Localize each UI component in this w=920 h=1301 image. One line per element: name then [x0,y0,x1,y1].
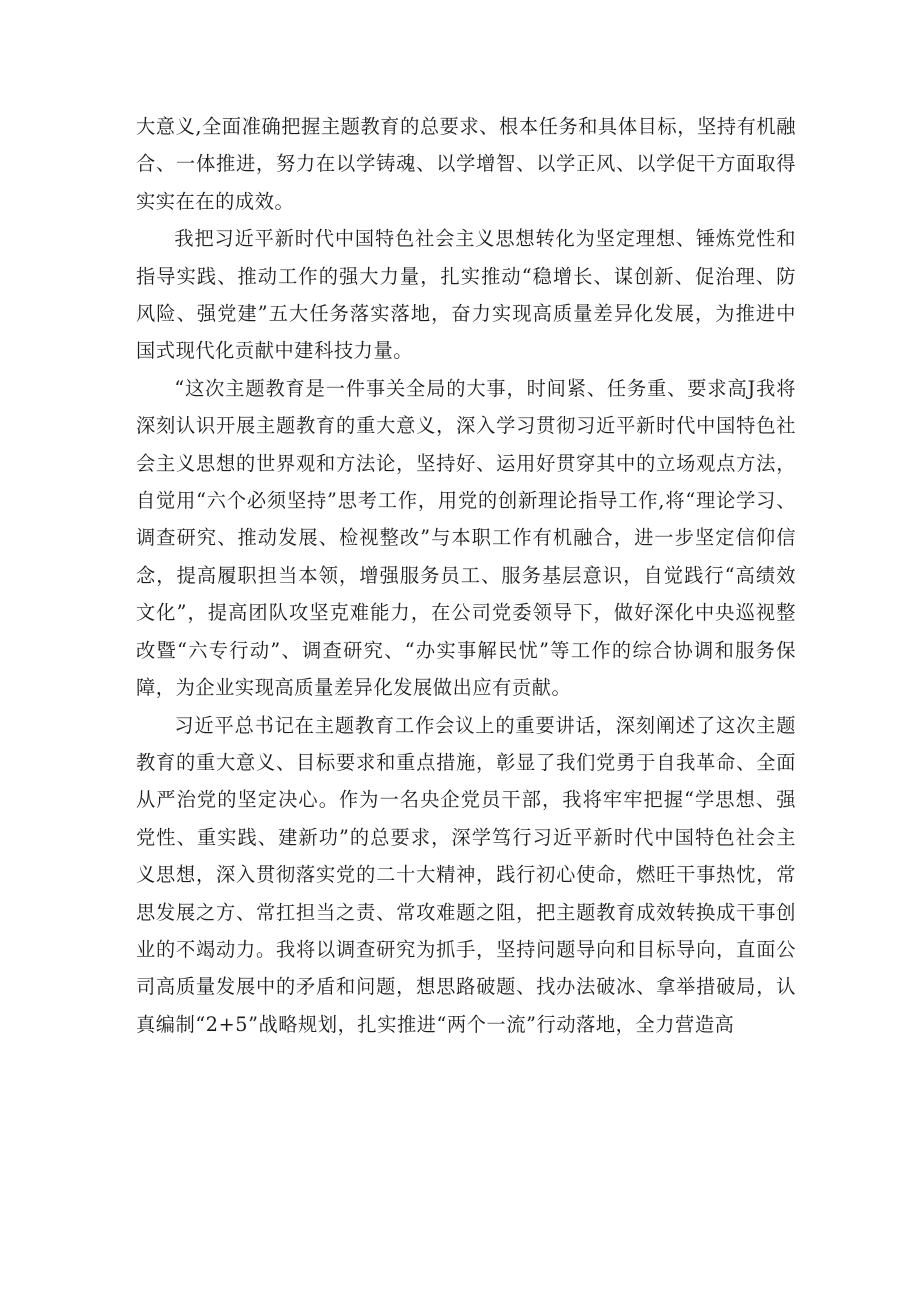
document-body [136,108,796,1043]
paragraph-3: “这次主题教育是一件事关全局的大事，时间紧、任务重、要求高J我将深刻认识开展主题教育的重大意义，深入学习贯彻习近平新时代中国特色社会主义思想的世界观和方法论，坚持好、运用好贯穿其中的立场观点方法，自觉用“六个必须坚持”思考工作，用党的创新理论指导工作,将“理论学习、调查研究、推动发展、检视整改”与本职工作有机融合，进一步坚定信仰信念，提高履职担当本领，增强服务员工、服务基层意识，自觉践行“高绩效文化”，提高团队攻坚克难能力，在公司党委领导下，做好深化中央巡视整改暨“六专行动”、调查研究、“办实事解民忧”等工作的综合协调和服务保障，为企业实现高质量差异化发展做出应有贡献。 [136,376,796,700]
paragraph-4: 习近平总书记在主题教育工作会议上的重要讲话，深刻阐述了这次主题教育的重大意义、目标要求和重点措施，彰显了我们党勇于自我革命、全面从严治党的坚定决心。作为一名央企党员干部，我将牢牢把握“学思想、强党性、重实践、建新功”的总要求，深学笃行习近平新时代中国特色社会主义思想，深入贯彻落实党的二十大精神，践行初心使命，燃旺干事热忱，常思发展之方、常扛担当之责、常攻难题之阻，把主题教育成效转换成干事创业的不竭动力。我将以调查研究为抓手，坚持问题导向和目标导向，直面公司高质量发展中的矛盾和问题，想思路破题、找办法破冰、拿举措破局，认真编制“2+5”战略规划，扎实推进“两个一流”行动落地，全力营造高 [136,713,796,1036]
paragraph-1: 大意义,全面准确把握主题教育的总要求、根本任务和具体目标，坚持有机融合、一体推进，努力在以学铸魂、以学增智、以学正风、以学促干方面取得实实在在的成效。 [136,115,796,213]
paragraph-2: 我把习近平新时代中国特色社会主义思想转化为坚定理想、锤炼党性和指导实践、推动工作的强大力量，扎实推动“稳增长、谋创新、促治理、防风险、强党建”五大任务落实落地，奋力实现高质量差异化发展，为推进中国式现代化贡献中建科技力量。 [136,227,796,363]
